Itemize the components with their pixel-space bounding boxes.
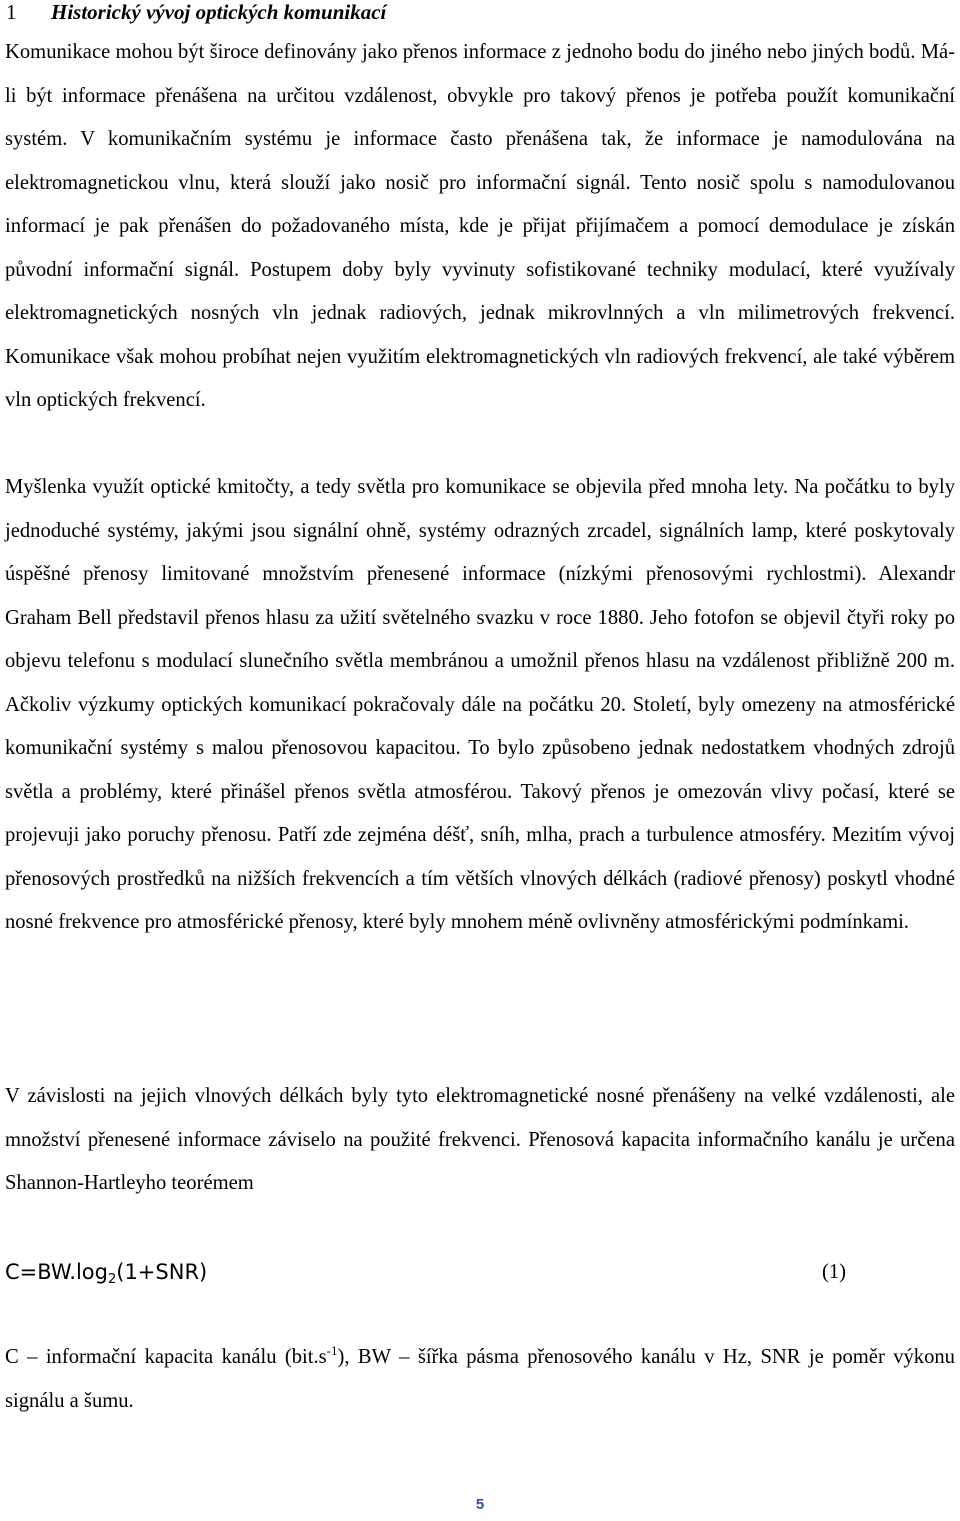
definition-paragraph [5, 1336, 955, 1423]
paragraph-intro: Komunikace mohou být široce definovány jako přenos informace z jednoho bodu do jiného nebo jiných bodů. Má-li být informace přenášena na určitou vzdálenost, obvykle pro takový přenos je potřeba použít komunikační systém. V komunikačním systému je informace často přenášena tak, že informace je namodulována na elektromagnetickou vlnu, která slouží jako nosič pro informační signál. Tento nosič spolu s namodulovanou informací je pak přenášen do požadovaného místa, kde je přijat přijímačem a pomocí demodulace je získán původní informační signál. Postupem doby byly vyvinuty sofistikované techniky modulací, které využívaly elektromagnetických nosných vln jednak radiových, jednak mikrovlnných a vln milimetrových frekvencí. Komunikace však mohou probíhat nejen využitím elektromagnetických vln radiových frekvencí, ale také výběrem vln optických frekvencí. [5, 41, 955, 411]
section-heading [6, 0, 386, 24]
shannon-equation [5, 1252, 207, 1300]
definition-text-end: ), BW – šířka pásma přenosového kanálu v Hz, SNR je poměr výkonu signálu a šumu. [5, 1346, 955, 1412]
equation-rhs: (1+SNR) [116, 1260, 208, 1284]
definition-text-start: C – informační kapacita kanálu (bit.s [5, 1346, 327, 1368]
page-number: 5 [475, 1496, 485, 1513]
paragraph-capacity: V závislosti na jejich vlnových délkách byly tyto elektromagnetické nosné přenášeny na velké vzdálenosti, ale množství přenesené informace záviselo na použité frekvenci. Přenosová kapacita informačního kanálu je určena Shannon-Hartleyho teorémem [5, 1085, 955, 1194]
section-number: 1 [6, 0, 17, 24]
equation-number: (1) [822, 1261, 847, 1283]
equation-subscript: 2 [107, 1272, 117, 1287]
paragraph-history: Myšlenka využít optické kmitočty, a tedy světla pro komunikace se objevila před mnoha lety. Na počátku to byly jednoduché systémy, jakými jsou signální ohně, systémy odrazných zrcadel, signálních lamp, které poskytovaly úspěšné přenosy limitované množstvím přenesené informace (nízkými přenosovými rychlostmi). Alexandr Graham Bell představil přenos hlasu za užití světelného svazku v roce 1880. Jeho fotofon se objevil čtyři roky po objevu telefonu s modulací slunečního světla membránou a umožnil přenos hlasu na vzdálenost přibližně 200 m. Ačkoliv výzkumy optických komunikací pokračovaly dále na počátku 20. Století, byly omezeny na atmosférické komunikační systémy s malou přenosovou kapacitou. To bylo způsobeno jednak nedostatkem vhodných zdrojů světla a problémy, které přinášel přenos světla atmosférou. Takový přenos je omezován vlivy počasí, které se projevuji jako poruchy přenosu. Patří zde zejména déšť, sníh, mlha, prach a turbulence atmosféry. Mezitím vývoj přenosových prostředků na nižších frekvencích a tím větších vlnových délkách (radiové přenosy) poskytl vhodné nosné frekvence pro atmosférické přenosy, které byly mnohem méně ovlivněny atmosférickými podmínkami. [5, 476, 955, 933]
definition-superscript: -1 [326, 1343, 338, 1358]
section-title: Historický vývoj optických komunikací [51, 0, 387, 24]
equation-lhs: C=BW.log [5, 1260, 108, 1284]
